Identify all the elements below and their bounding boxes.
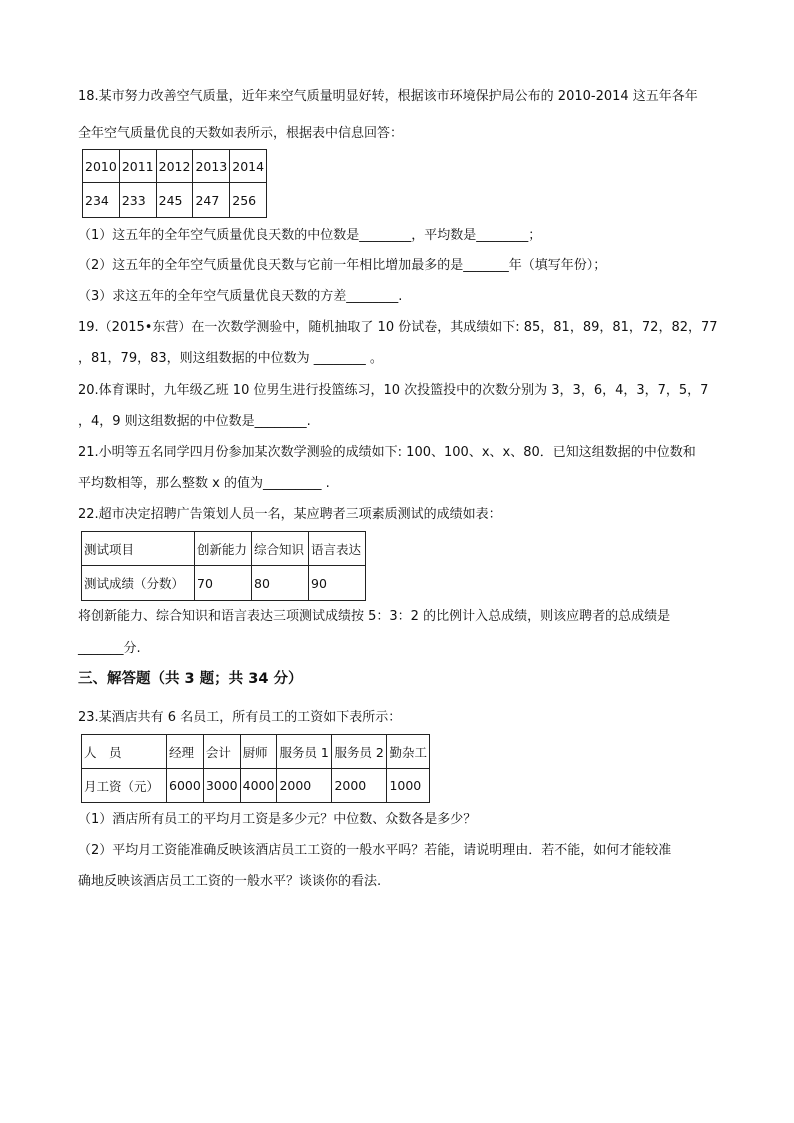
table-cell: 256	[230, 183, 267, 218]
q18-table-row-days	[83, 183, 267, 218]
table-cell: 厨师	[240, 735, 277, 769]
q18-sub2: （2）这五年的全年空气质量优良天数与它前一年相比增加最多的是_______年（填写年份）；	[78, 258, 607, 273]
table-cell: 月工资（元）	[82, 769, 167, 803]
q18-table-row-years	[83, 150, 267, 183]
q18-sub3: （3）求这五年的全年空气质量优良天数的方差________.	[78, 289, 403, 304]
table-cell: 人 员	[82, 735, 167, 769]
table-cell: 90	[309, 566, 366, 601]
q20-text-line2: ，4，9 则这组数据的中位数是________.	[78, 414, 311, 429]
table-cell: 2013	[193, 150, 230, 183]
section-heading: 三、解答题（共 3 题；共 34 分）	[78, 671, 303, 687]
q19-text-line2: ，81，79，83，则这组数据的中位数为 ________ 。	[78, 351, 383, 366]
q18-sub1: （1）这五年的全年空气质量优良天数的中位数是________，平均数是________；	[78, 228, 542, 243]
table-cell: 2011	[119, 150, 156, 183]
table-cell: 3000	[203, 769, 240, 803]
q20-text-line1: 20.体育课时，九年级乙班 10 位男生进行投篮练习，10 次投篮投中的次数分别为 3，3，6，4，3，7，5，7	[78, 383, 709, 398]
q18-text-line1: 18.某市努力改善空气质量，近年来空气质量明显好转，根据该市环境保护局公布的 2010-2014 这五年各年	[78, 89, 698, 104]
table-cell: 综合知识	[252, 532, 309, 566]
q23-sub1: （1）酒店所有员工的平均月工资是多少元？中位数、众数各是多少？	[78, 812, 477, 827]
q23-sub2-line1: （2）平均月工资能准确反映该酒店员工工资的一般水平吗？若能，请说明理由．若不能，如何才能较准	[78, 843, 672, 858]
q22-text-line1: 22.超市决定招聘广告策划人员一名，某应聘者三项素质测试的成绩如表：	[78, 507, 502, 522]
table-cell: 勤杂工	[387, 735, 430, 769]
table-cell: 2014	[230, 150, 267, 183]
table-cell: 80	[252, 566, 309, 601]
table-cell: 4000	[240, 769, 277, 803]
table-cell: 语言表达	[309, 532, 366, 566]
q19-text-line1: 19.（2015•东营）在一次数学测验中，随机抽取了 10 份试卷，其成绩如下: 85，81，89，81，72，82，77	[78, 320, 718, 335]
table-cell: 2010	[83, 150, 120, 183]
q21-text-line1: 21.小明等五名同学四月份参加某次数学测验的成绩如下: 100、100、x、x、80．已知这组数据的中位数和	[78, 445, 696, 460]
q23-table-salary-row	[82, 769, 430, 803]
table-cell: 70	[195, 566, 252, 601]
table-cell: 会计	[203, 735, 240, 769]
table-cell: 测试项目	[82, 532, 195, 566]
table-cell: 测试成绩（分数）	[82, 566, 195, 601]
q22-table-header-row	[82, 532, 366, 566]
table-cell: 1000	[387, 769, 430, 803]
table-cell: 经理	[167, 735, 204, 769]
table-cell: 创新能力	[195, 532, 252, 566]
table-cell: 233	[119, 183, 156, 218]
q21-text-line2: 平均数相等，那么整数 x 的值为_________ .	[78, 476, 330, 491]
table-cell: 6000	[167, 769, 204, 803]
q23-table	[81, 734, 430, 803]
table-cell: 2000	[332, 769, 387, 803]
table-cell: 234	[83, 183, 120, 218]
q23-text-line1: 23.某酒店共有 6 名员工，所有员工的工资如下表所示：	[78, 710, 402, 725]
q23-sub2-line2: 确地反映该酒店员工工资的一般水平？谈谈你的看法.	[78, 874, 382, 889]
table-cell: 245	[156, 183, 193, 218]
q22-text-line3: _______分.	[78, 641, 141, 656]
q18-text-line2: 全年空气质量优良的天数如表所示，根据表中信息回答：	[78, 126, 404, 141]
q22-table-score-row	[82, 566, 366, 601]
q22-table	[81, 531, 366, 601]
q18-table	[82, 149, 267, 218]
table-cell: 247	[193, 183, 230, 218]
table-cell: 服务员 2	[332, 735, 387, 769]
q23-table-header-row	[82, 735, 430, 769]
table-cell: 2000	[277, 769, 332, 803]
table-cell: 2012	[156, 150, 193, 183]
q22-text-line2: 将创新能力、综合知识和语言表达三项测试成绩按 5：3：2 的比例计入总成绩，则该应聘者的总成绩是	[78, 609, 671, 624]
table-cell: 服务员 1	[277, 735, 332, 769]
